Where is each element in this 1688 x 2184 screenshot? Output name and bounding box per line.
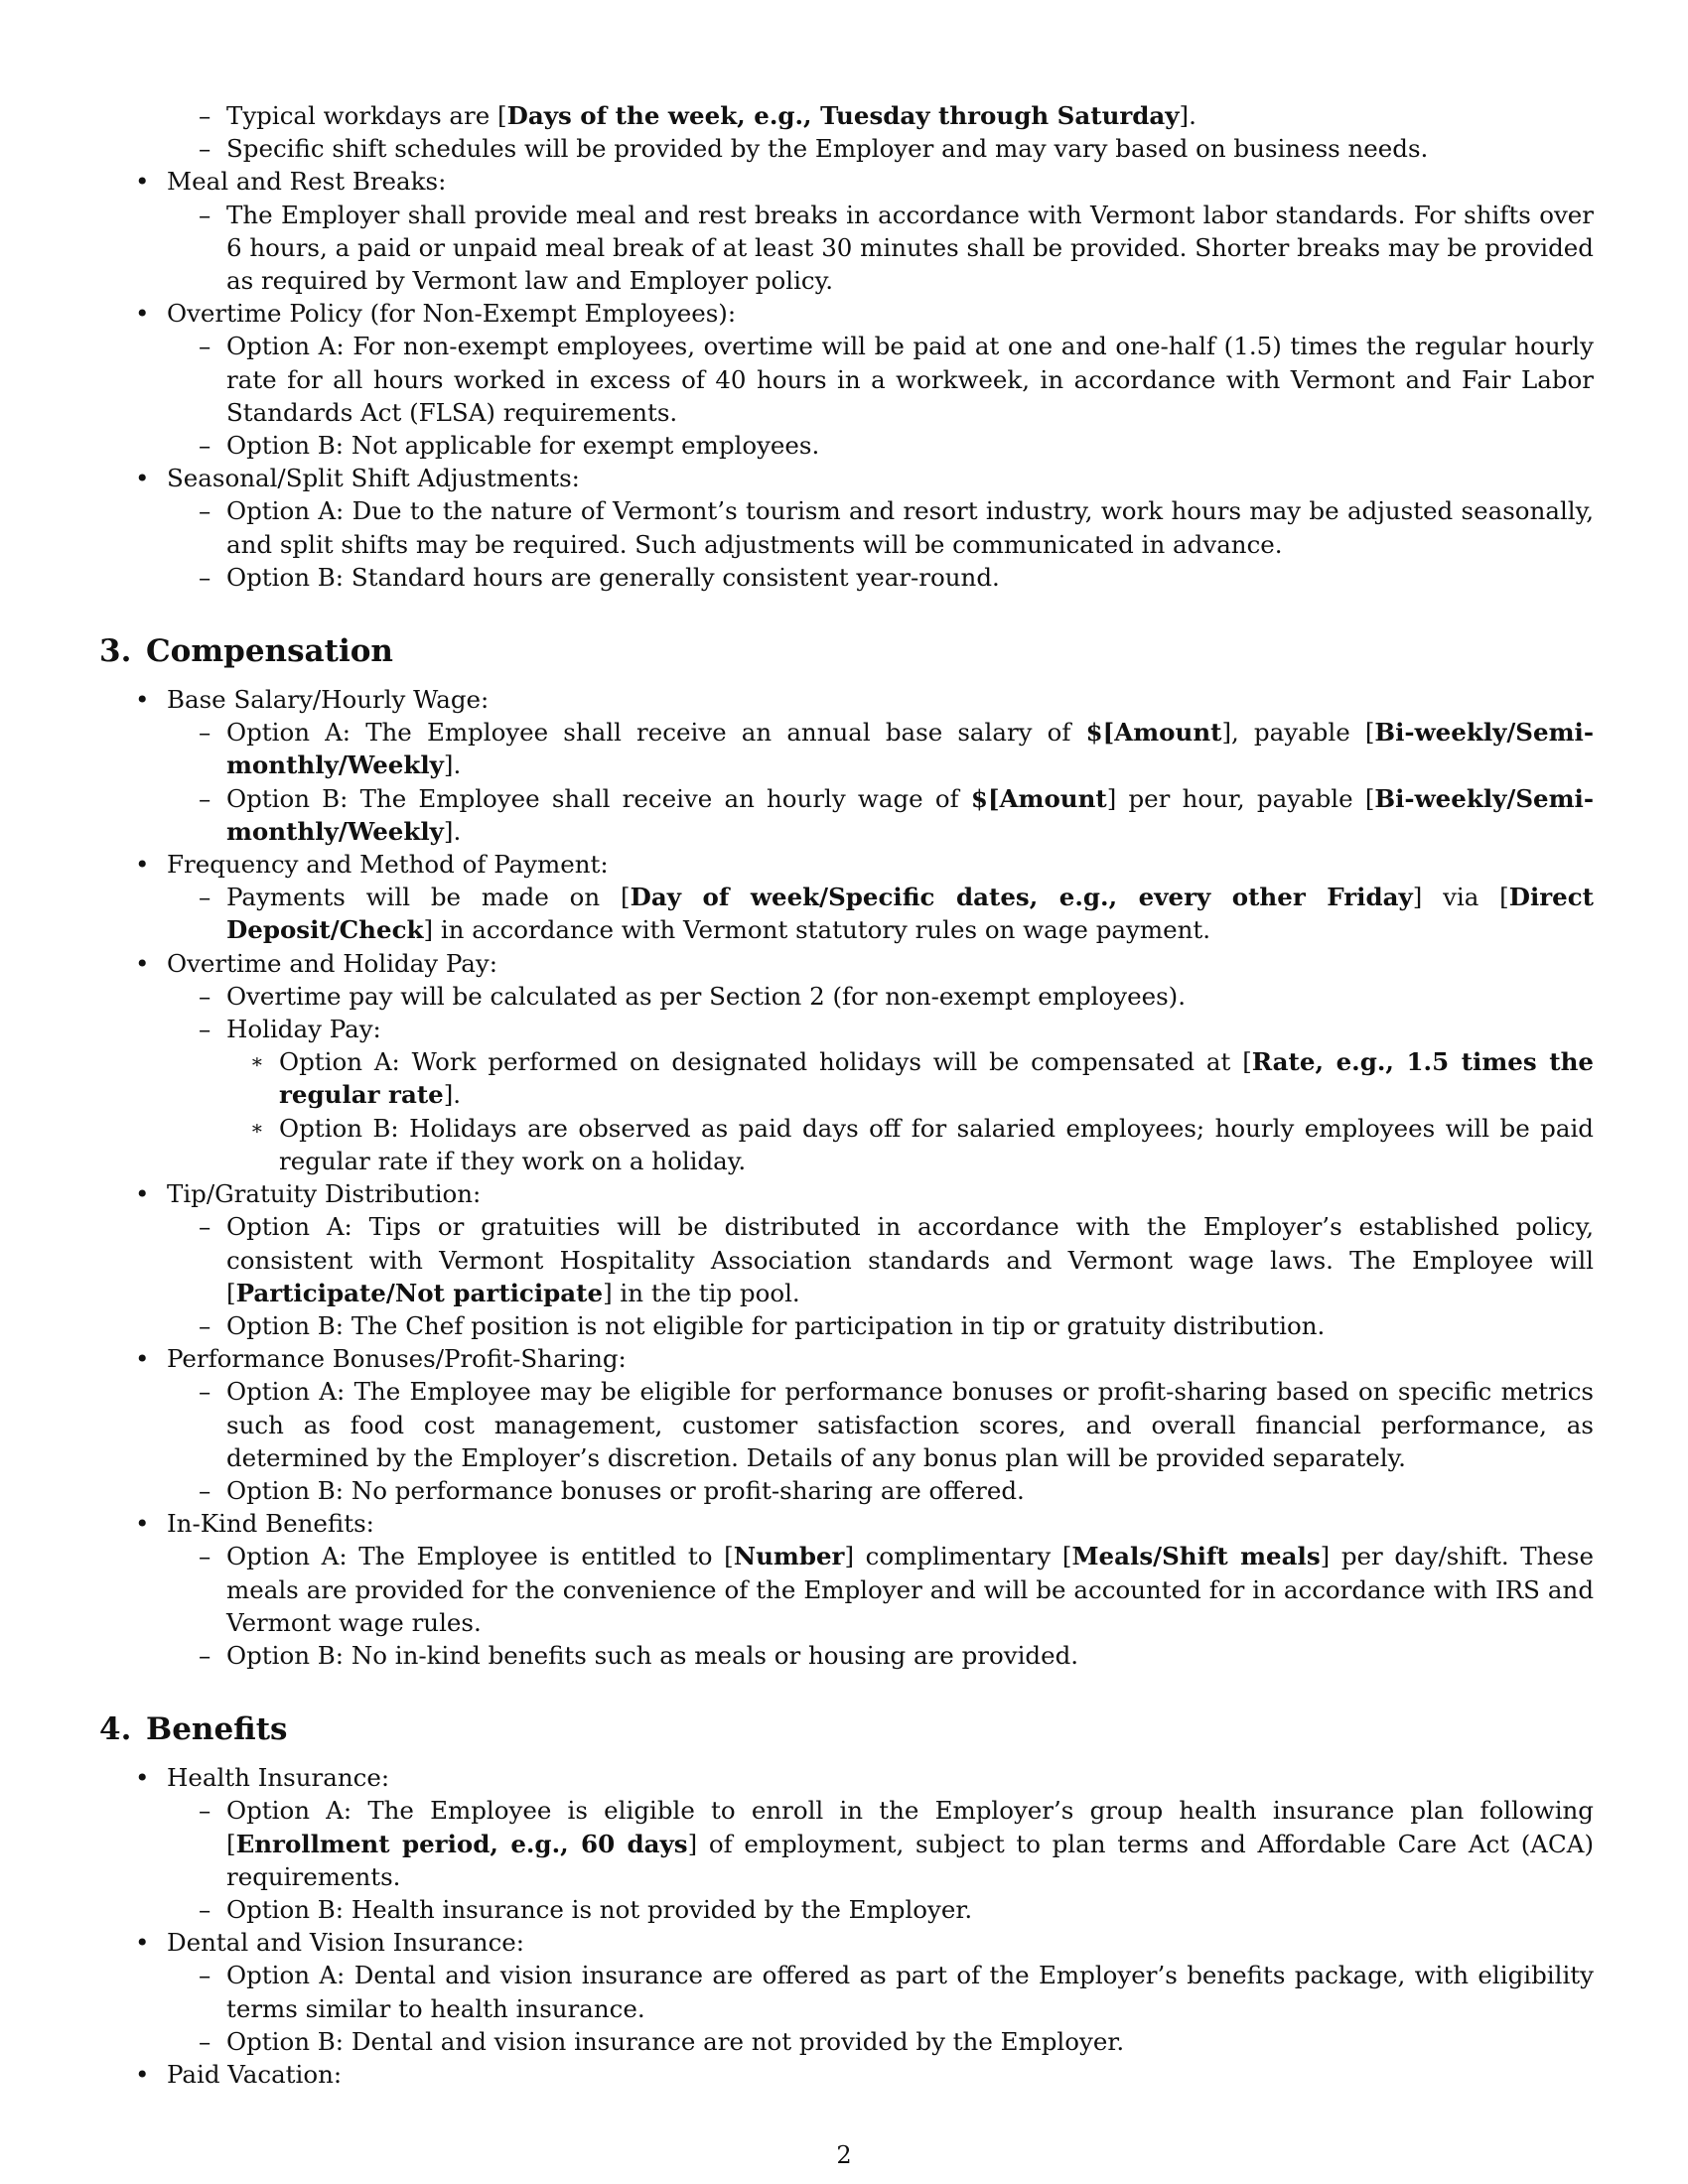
bullet-marker: • [135, 850, 150, 880]
list-item: – Typical workdays are [Days of the week, e.g., Tuesday through Saturday]. [99, 99, 1594, 132]
bullet-marker: • [135, 948, 150, 978]
bullet-marker: • [135, 167, 150, 197]
dash-marker: – [199, 134, 211, 164]
page-number: 2 [836, 2141, 852, 2169]
dash-marker: – [199, 2026, 211, 2056]
dash-marker: – [199, 1310, 211, 1340]
list-item: • Seasonal/Split Shift Adjustments: [99, 462, 1594, 494]
list-item: • Dental and Vision Insurance: [99, 1926, 1594, 1959]
bullet-marker: • [135, 1179, 150, 1209]
list-item: – Overtime pay will be calculated as per Section 2 (for non-exempt employees). [99, 980, 1594, 1013]
dash-marker: – [199, 332, 211, 361]
list-item: • Overtime and Holiday Pay: [99, 947, 1594, 980]
star-marker: ∗ [250, 1049, 264, 1074]
list-item: • Paid Vacation: [99, 2058, 1594, 2091]
dash-marker: – [199, 1894, 211, 1924]
dash-marker: – [199, 1015, 211, 1044]
dash-marker: – [199, 883, 211, 912]
list-item: – Option A: Tips or gratuities will be distributed in accordance with the Employer’s established policy, consistent with Vermont Hospitality Association standards and Vermont wage laws. The Employee will [Participate/Not participate] in the tip pool. [199, 1212, 1594, 1307]
dash-marker: – [199, 200, 211, 229]
list-item: • In-Kind Benefits: [99, 1507, 1594, 1540]
bullet-marker: • [135, 1928, 150, 1958]
list-item: • Tip/Gratuity Distribution: [99, 1177, 1594, 1210]
list-item: – Option A: Due to the nature of Vermont’s tourism and resort industry, work hours may be adjusted seasonally, and split shifts may be required. Such adjustments will be communicated in advance. [199, 496, 1594, 559]
list-item: • Health Insurance: [99, 1761, 1594, 1794]
list-item: ∗ Option A: Work performed on designated holidays will be compensated at [Rate, e.g., 1.5 times the regular rate]. [250, 1047, 1594, 1110]
dash-marker: – [199, 431, 211, 461]
list-item: – Option B: The Employee shall receive an hourly wage of $[Amount] per hour, payable [Bi-weekly/Semi-monthly/Weekly]. [199, 783, 1595, 846]
list-item: – Option B: No performance bonuses or profit-sharing are offered. [99, 1474, 1594, 1507]
list-item: – Option B: Dental and vision insurance are not provided by the Employer. [99, 2025, 1594, 2058]
bullet-marker: • [135, 2059, 150, 2089]
section-4-heading: 4. Benefits [99, 1711, 288, 1748]
section-4-list [99, 1761, 1594, 2091]
list-item: – Option A: The Employee may be eligible for performance bonuses or profit-sharing based on specific metrics such as food cost management, customer satisfaction scores, and overall financial performance, as determined by the Employer’s discretion. Details of any bonus plan will be provided separately. [199, 1377, 1594, 1472]
bullet-marker: • [135, 1509, 150, 1539]
list-item: • Overtime Policy (for Non-Exempt Employees): [99, 297, 1594, 330]
list-item: – Specific shift schedules will be provided by the Employer and may vary based on business needs. [99, 132, 1594, 165]
bullet-marker: • [135, 299, 150, 329]
list-item: – Option B: Not applicable for exempt employees. [99, 429, 1594, 462]
section-3-heading: 3. Compensation [99, 633, 393, 670]
dash-marker: – [199, 718, 211, 748]
list-item: • Base Salary/Hourly Wage: [99, 683, 1594, 716]
dash-marker: – [199, 1475, 211, 1505]
dash-marker: – [199, 101, 211, 130]
bullet-marker: • [135, 464, 150, 493]
list-item: ∗ Option B: Holidays are observed as paid days off for salaried employees; hourly employees will be paid regular rate if they work on a holiday. [250, 1113, 1594, 1175]
dash-marker: – [199, 1212, 211, 1242]
list-item: – Payments will be made on [Day of week/Specific dates, e.g., every other Friday] via [Direct Deposit/Check] in accordance with Vermont statutory rules on wage payment. [199, 883, 1595, 945]
section-3-list [99, 683, 1594, 1672]
list-item: – Option B: The Chef position is not eligible for participation in tip or gratuity distribution. [99, 1309, 1594, 1342]
list-item: – Option B: Standard hours are generally consistent year-round. [99, 561, 1594, 594]
list-item: • Meal and Rest Breaks: [99, 165, 1594, 198]
dash-marker: – [199, 1640, 211, 1670]
list-item: • Performance Bonuses/Profit-Sharing: [99, 1342, 1594, 1375]
list-item: – Option B: No in-kind benefits such as meals or housing are provided. [99, 1639, 1594, 1672]
bullet-marker: • [135, 1344, 150, 1374]
list-item: – Option A: The Employee is eligible to enroll in the Employer’s group health insurance plan following [Enrollment period, e.g., 60 days] of employment, subject to plan terms and Affordable Care Act (ACA) requirements. [199, 1796, 1594, 1891]
dash-marker: – [199, 1796, 211, 1826]
document-body [99, 99, 1594, 2091]
dash-marker: – [199, 783, 211, 813]
list-item: – Option A: The Employee shall receive an annual base salary of $[Amount], payable [Bi-weekly/Semi-monthly/Weekly]. [199, 718, 1594, 780]
list-item: – Option A: The Employee is entitled to [Number] complimentary [Meals/Shift meals] per day/shift. These meals are provided for the convenience of the Employer and will be accounted for in accordance with IRS and Vermont wage rules. [199, 1542, 1594, 1637]
star-marker: ∗ [250, 1115, 264, 1140]
bullet-marker: • [135, 1763, 150, 1793]
dash-marker: – [199, 562, 211, 592]
dash-marker: – [199, 1961, 211, 1990]
list-item: – The Employer shall provide meal and rest breaks in accordance with Vermont labor standards. For shifts over 6 hours, a paid or unpaid meal break of at least 30 minutes shall be provided. Shorter breaks may be provided as required by Vermont law and Employer policy. [199, 200, 1594, 296]
bullet-marker: • [135, 685, 150, 715]
dash-marker: – [199, 981, 211, 1011]
list-item: – Option A: For non-exempt employees, overtime will be paid at one and one-half (1.5) times the regular hourly rate for all hours worked in excess of 40 hours in a workweek, in accordance with Vermont and Fair Labor Standards Act (FLSA) requirements. [199, 332, 1594, 427]
dash-marker: – [199, 1542, 211, 1571]
list-item: • Frequency and Method of Payment: [99, 848, 1594, 881]
list-item: – Option A: Dental and vision insurance are offered as part of the Employer’s benefits package, with eligibility terms similar to health insurance. [199, 1961, 1594, 2023]
list-item: – Option B: Health insurance is not provided by the Employer. [99, 1893, 1594, 1926]
dash-marker: – [199, 1377, 211, 1407]
dash-marker: – [199, 496, 211, 526]
section-2-list [99, 99, 1594, 594]
list-item: – Holiday Pay: [99, 1013, 1594, 1045]
